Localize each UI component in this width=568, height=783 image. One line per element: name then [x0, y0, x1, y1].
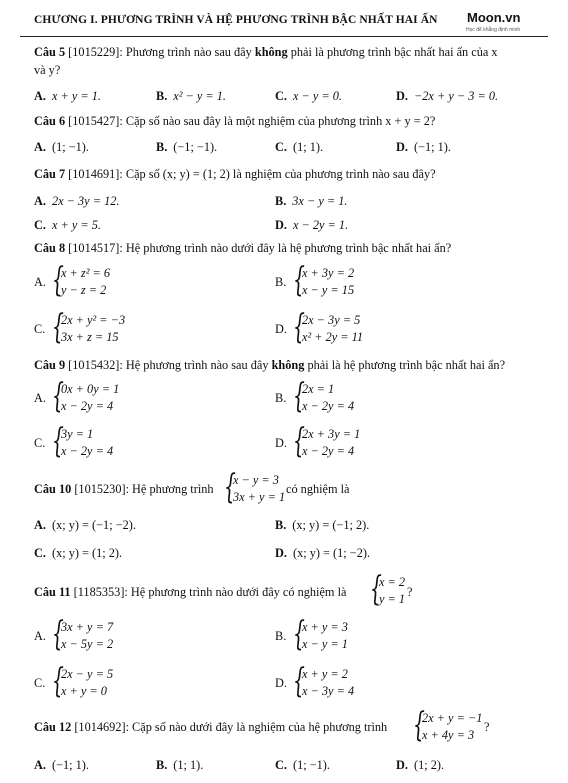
option-b[interactable]	[156, 140, 217, 154]
option-c-label: C.	[34, 676, 46, 690]
question-6	[34, 114, 435, 128]
option-label: D.	[396, 89, 408, 103]
system-line-1: 3y = 1	[61, 427, 94, 441]
option-a-label: A.	[34, 629, 46, 643]
option-c[interactable]	[275, 89, 342, 103]
question-text: : Hệ phương trình nào dưới đây là hệ phương trình bậc nhất hai ẩn?	[119, 241, 452, 255]
system-line-1: 2x − y = 5	[61, 667, 114, 681]
question-emphasis: không	[271, 358, 305, 372]
system-line-2: x − 2y = 4	[302, 444, 355, 458]
brace-icon: {	[293, 661, 305, 701]
system-line-2: 3x + z = 15	[61, 330, 119, 344]
system-line-2: y = 1	[379, 592, 406, 606]
option-c[interactable]	[275, 758, 330, 772]
system-line-1: x = 2	[379, 575, 406, 589]
question-text: : Cặp số nào dưới đây là nghiệm của hệ phương trình	[125, 720, 388, 734]
question-label: Câu 11	[34, 585, 71, 599]
question-11	[34, 585, 346, 599]
option-d[interactable]	[396, 140, 451, 154]
option-b-label: B.	[275, 275, 287, 289]
question-label: Câu 7	[34, 167, 66, 181]
option-label: B.	[156, 89, 168, 103]
option-d[interactable]	[275, 546, 370, 560]
option-text: (−1; 1).	[413, 140, 451, 154]
question-label: Câu 6	[34, 114, 66, 128]
option-text: (−1; −1).	[173, 140, 218, 154]
option-label: A.	[34, 758, 46, 772]
question-text: : Hệ phương trình	[125, 482, 214, 496]
system-line-2: x − y = 15	[302, 283, 355, 297]
system-line-1: x − y = 3	[233, 473, 279, 487]
option-d-label: D.	[275, 676, 287, 690]
question-code: [1014692]	[74, 720, 126, 734]
system-line-1: 2x + y² = −3	[61, 313, 126, 327]
system-line-1: x + y = 2	[302, 667, 348, 681]
question-code: [1185353]	[73, 585, 125, 599]
system-line-1: 2x + 3y = 1	[302, 427, 361, 441]
option-d[interactable]	[396, 758, 444, 772]
system-line-2: x − 2y = 4	[302, 399, 355, 413]
brace-icon: {	[52, 307, 64, 347]
system-line-1: 2x = 1	[302, 382, 335, 396]
brace-icon: {	[52, 421, 64, 461]
option-d[interactable]	[396, 89, 498, 103]
option-a[interactable]	[34, 758, 89, 772]
question-text: : Phương trình nào sau đây	[119, 45, 255, 59]
option-c[interactable]	[34, 218, 101, 232]
option-label: C.	[275, 758, 287, 772]
system-line-2: x − 5y = 2	[61, 637, 114, 651]
brace-icon: {	[370, 569, 382, 609]
option-b[interactable]	[275, 518, 369, 532]
option-text: (x; y) = (−1; 2).	[292, 518, 370, 532]
brace-icon: {	[52, 260, 64, 300]
brace-icon: {	[293, 376, 305, 416]
system-line-2: y − z = 2	[61, 283, 107, 297]
question-5	[34, 45, 498, 59]
option-text: x − 2y = 1.	[292, 218, 349, 232]
option-d-label: D.	[275, 322, 287, 336]
option-label: C.	[275, 89, 287, 103]
question-label: Câu 12	[34, 720, 72, 734]
option-label: D.	[275, 546, 287, 560]
chapter-title: CHƯƠNG I. PHƯƠNG TRÌNH VÀ HỆ PHƯƠNG TRÌNH BẬC NHẤT HAI ẨN	[34, 14, 438, 26]
option-label: D.	[396, 758, 408, 772]
brace-icon: {	[293, 421, 305, 461]
question-code: [1014691]	[68, 167, 120, 181]
system-line-2: x − 2y = 4	[61, 444, 114, 458]
header-divider	[20, 36, 548, 37]
system-line-2: x + y = 0	[61, 684, 107, 698]
question-label: Câu 9	[34, 358, 66, 372]
question-text: : Hệ phương trình nào dưới đây có nghiệm là	[124, 585, 347, 599]
question-code: [1015427]	[68, 114, 120, 128]
option-label: B.	[156, 758, 168, 772]
option-a[interactable]	[34, 518, 136, 532]
question-10	[34, 482, 214, 496]
option-text: 2x − 3y = 12.	[51, 194, 120, 208]
brace-icon: {	[52, 614, 64, 654]
option-d[interactable]	[275, 218, 348, 232]
option-label: A.	[34, 89, 46, 103]
page-header	[0, 0, 568, 44]
option-a-label: A.	[34, 391, 46, 405]
option-text: (x; y) = (1; −2).	[292, 546, 371, 560]
question-10-tail: có nghiệm là	[286, 482, 350, 496]
brace-icon: {	[293, 260, 305, 300]
option-a[interactable]	[34, 194, 119, 208]
brace-icon: {	[293, 614, 305, 654]
option-a[interactable]	[34, 140, 89, 154]
option-text: x − y = 0.	[292, 89, 343, 103]
option-label: D.	[396, 140, 408, 154]
question-text: phải là phương trình bậc nhất hai ẩn của x	[287, 45, 498, 59]
question-text: phải là hệ phương trình bậc nhất hai ẩn?	[304, 358, 506, 372]
option-text: (1; −1).	[51, 140, 89, 154]
system-line-1: 2x + y = −1	[422, 711, 483, 725]
system-line-1: x + z² = 6	[61, 266, 110, 280]
system-line-2: x − 2y = 4	[61, 399, 114, 413]
question-7	[34, 167, 436, 181]
option-label: B.	[275, 518, 287, 532]
option-c-label: C.	[34, 436, 46, 450]
option-label: C.	[34, 546, 46, 560]
system-line-1: x + y = 3	[302, 620, 348, 634]
option-c[interactable]	[275, 140, 323, 154]
option-text: (x; y) = (−1; −2).	[51, 518, 136, 532]
option-text: (−1; 1).	[51, 758, 89, 772]
option-b[interactable]	[156, 758, 203, 772]
option-a[interactable]	[34, 89, 101, 103]
option-text: (1; 1).	[173, 758, 204, 772]
question-8	[34, 241, 451, 255]
option-b[interactable]	[275, 194, 347, 208]
brace-icon: {	[413, 705, 425, 745]
system-line-1: 0x + 0y = 1	[61, 382, 120, 396]
moon-logo: Moon.vn	[467, 10, 521, 25]
brace-icon: {	[52, 376, 64, 416]
option-d-label: D.	[275, 436, 287, 450]
system-line-2: x + 4y = 3	[422, 728, 475, 742]
system-line-1: 2x − 3y = 5	[302, 313, 361, 327]
question-11-tail: ?	[407, 585, 413, 599]
option-label: A.	[34, 194, 46, 208]
option-label: B.	[275, 194, 287, 208]
option-text: (1; 1).	[292, 140, 324, 154]
option-b-label: B.	[275, 629, 287, 643]
option-label: A.	[34, 140, 46, 154]
system-line-2: x − y = 1	[302, 637, 348, 651]
system-line-2: x² + 2y = 11	[302, 330, 364, 344]
option-text: 3x − y = 1.	[292, 194, 348, 208]
question-code: [1015229]	[68, 45, 120, 59]
option-text: x + y = 5.	[51, 218, 102, 232]
question-code: [1015432]	[68, 358, 120, 372]
question-9	[34, 358, 505, 372]
question-label: Câu 5	[34, 45, 66, 59]
question-code: [1014517]	[68, 241, 120, 255]
logo-slogan: Học để khẳng định mình	[466, 27, 521, 33]
brace-icon: {	[52, 661, 64, 701]
option-label: C.	[275, 140, 287, 154]
question-text: : Hệ phương trình nào sau đây	[119, 358, 272, 372]
option-label: B.	[156, 140, 168, 154]
system-line-1: 3x + y = 7	[61, 620, 114, 634]
option-b-label: B.	[275, 391, 287, 405]
question-emphasis: không	[254, 45, 288, 59]
system-line-1: x + 3y = 2	[302, 266, 355, 280]
option-c[interactable]	[34, 546, 122, 560]
option-text: (x; y) = (1; 2).	[51, 546, 123, 560]
question-5-line2: và y?	[34, 63, 61, 77]
question-12-tail: ?	[484, 720, 490, 734]
option-text: x² − y = 1.	[173, 89, 226, 103]
system-line-2: x − 3y = 4	[302, 684, 355, 698]
system-line-2: 3x + y = 1	[233, 490, 286, 504]
brace-icon: {	[224, 467, 236, 507]
question-12	[34, 720, 387, 734]
question-label: Câu 8	[34, 241, 66, 255]
option-text: x + y = 1.	[51, 89, 102, 103]
question-code: [1015230]	[74, 482, 126, 496]
question-text: : Cặp số nào sau đây là một nghiệm của phương trình x + y = 2?	[119, 114, 436, 128]
option-a-label: A.	[34, 275, 46, 289]
brace-icon: {	[293, 307, 305, 347]
option-b[interactable]	[156, 89, 226, 103]
option-text: −2x + y − 3 = 0.	[413, 89, 499, 103]
option-text: (1; −1).	[292, 758, 330, 772]
question-text: : Cặp số (x; y) = (1; 2) là nghiệm của phương trình nào sau đây?	[119, 167, 436, 181]
option-c-label: C.	[34, 322, 46, 336]
option-label: A.	[34, 518, 46, 532]
option-label: C.	[34, 218, 46, 232]
option-text: (1; 2).	[413, 758, 445, 772]
option-label: D.	[275, 218, 287, 232]
question-label: Câu 10	[34, 482, 72, 496]
